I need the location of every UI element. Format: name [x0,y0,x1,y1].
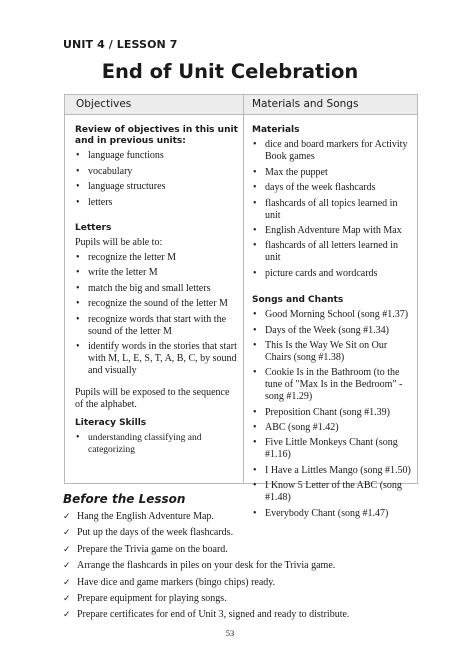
list-item: • ABC (song #1.42) [252,422,412,434]
checkmark-icon: ✓ [63,544,71,555]
list-item: • Max the puppet [252,167,412,179]
list-item: • identify words in the stories that start with M, L, E, S, T, A, B, C, by sound and visually [75,341,240,377]
before-lesson-checklist [63,511,433,626]
review-heading [75,125,240,147]
objectives-heading: Objectives [76,98,132,110]
list-item: • recognize the sound of the letter M [75,298,240,310]
letters-heading: Letters [75,222,112,233]
checklist-item [63,560,433,576]
checkmark-icon: ✓ [63,561,71,572]
checklist-item-text: Arrange the flashcards in piles on your desk for the Trivia game. [77,560,336,572]
checklist-item-text: Have dice and game markers (bingo chips) ready. [77,576,276,588]
list-item: • I Know 5 Letter of the ABC (song #1.48) [252,480,412,504]
materials-heading: Materials [252,125,300,135]
page-number: 53 [225,628,235,638]
column-divider [243,95,244,483]
list-item: • vocabulary [75,166,240,178]
list-item: • This Is the Way We Sit on Our Chairs (song #1.38) [252,340,412,364]
list-item: • letters [75,197,240,209]
before-lesson-heading: Before the Lesson [63,492,186,506]
list-item: • flashcards of all topics learned in unit [252,198,412,222]
list-item: • understanding classifying and categorizing [75,432,240,456]
checklist-item [63,609,433,625]
checkmark-icon: ✓ [63,610,71,621]
list-item: • write the letter M [75,267,240,279]
exposure-note: Pupils will be exposed to the sequence of the alphabet. [75,386,230,410]
checklist-item-text: Prepare the Trivia game on the board. [77,543,228,555]
checklist-item-text: Hang the English Adventure Map. [77,511,214,522]
songs-heading: Songs and Chants [252,294,344,305]
checkmark-icon: ✓ [63,528,71,539]
list-item: • recognize words that start with the sound of the letter M [75,314,240,338]
checklist-item [63,593,433,609]
checklist-item-text: Prepare equipment for playing songs. [77,592,227,604]
materials-songs-heading: Materials and Songs [252,98,359,110]
list-item: • I Have a Littles Mango (song #1.50) [252,465,412,477]
list-item: • Cookie Is in the Bathroom (to the tune of "Max Is in the Bedroom" - song #1.29) [252,367,412,403]
literacy-heading: Literacy Skills [75,417,147,428]
list-item: • Five Little Monkeys Chant (song #1.16) [252,437,412,461]
list-item: • Preposition Chant (song #1.39) [252,407,412,419]
list-item: • match the big and small letters [75,283,240,295]
list-item: • Days of the Week (song #1.34) [252,325,412,337]
checklist-item-text: Put up the days of the week flashcards. [77,527,234,539]
list-item: • picture cards and wordcards [252,268,412,280]
list-item: • dice and board markers for Activity Book games [252,139,412,163]
literacy-list [75,432,240,456]
list-item: • recognize the letter M [75,252,240,264]
checkmark-icon: ✓ [63,512,71,522]
list-item: • flashcards of all letters learned in unit [252,240,412,264]
list-item: • Good Morning School (song #1.37) [252,309,412,321]
materials-column [252,125,412,520]
materials-list [252,139,412,279]
checklist-item [63,544,433,560]
list-item: • language functions [75,150,240,162]
page-title: End of Unit Celebration [101,60,359,83]
checklist-item-text: Prepare certificates for end of Unit 3, signed and ready to distribute. [77,609,350,621]
review-heading-line: Review of objectives in this unit [75,125,238,135]
checkmark-icon: ✓ [63,577,71,588]
songs-list [252,309,412,520]
letters-intro: Pupils will be able to: [75,236,163,248]
review-heading-line: and in previous units: [75,136,186,146]
list-item: • English Adventure Map with Max [252,225,412,237]
checkmark-icon: ✓ [63,593,71,604]
letters-list [75,252,240,377]
checklist-item [63,511,433,527]
checklist-item [63,577,433,593]
checklist-item [63,527,433,543]
unit-lesson-label: UNIT 4 / LESSON 7 [63,38,178,51]
objectives-column [75,125,240,456]
review-list [75,150,240,208]
list-item: • Everybody Chant (song #1.47) [252,508,412,520]
list-item: • days of the week flashcards [252,182,412,194]
list-item: • language structures [75,181,240,193]
